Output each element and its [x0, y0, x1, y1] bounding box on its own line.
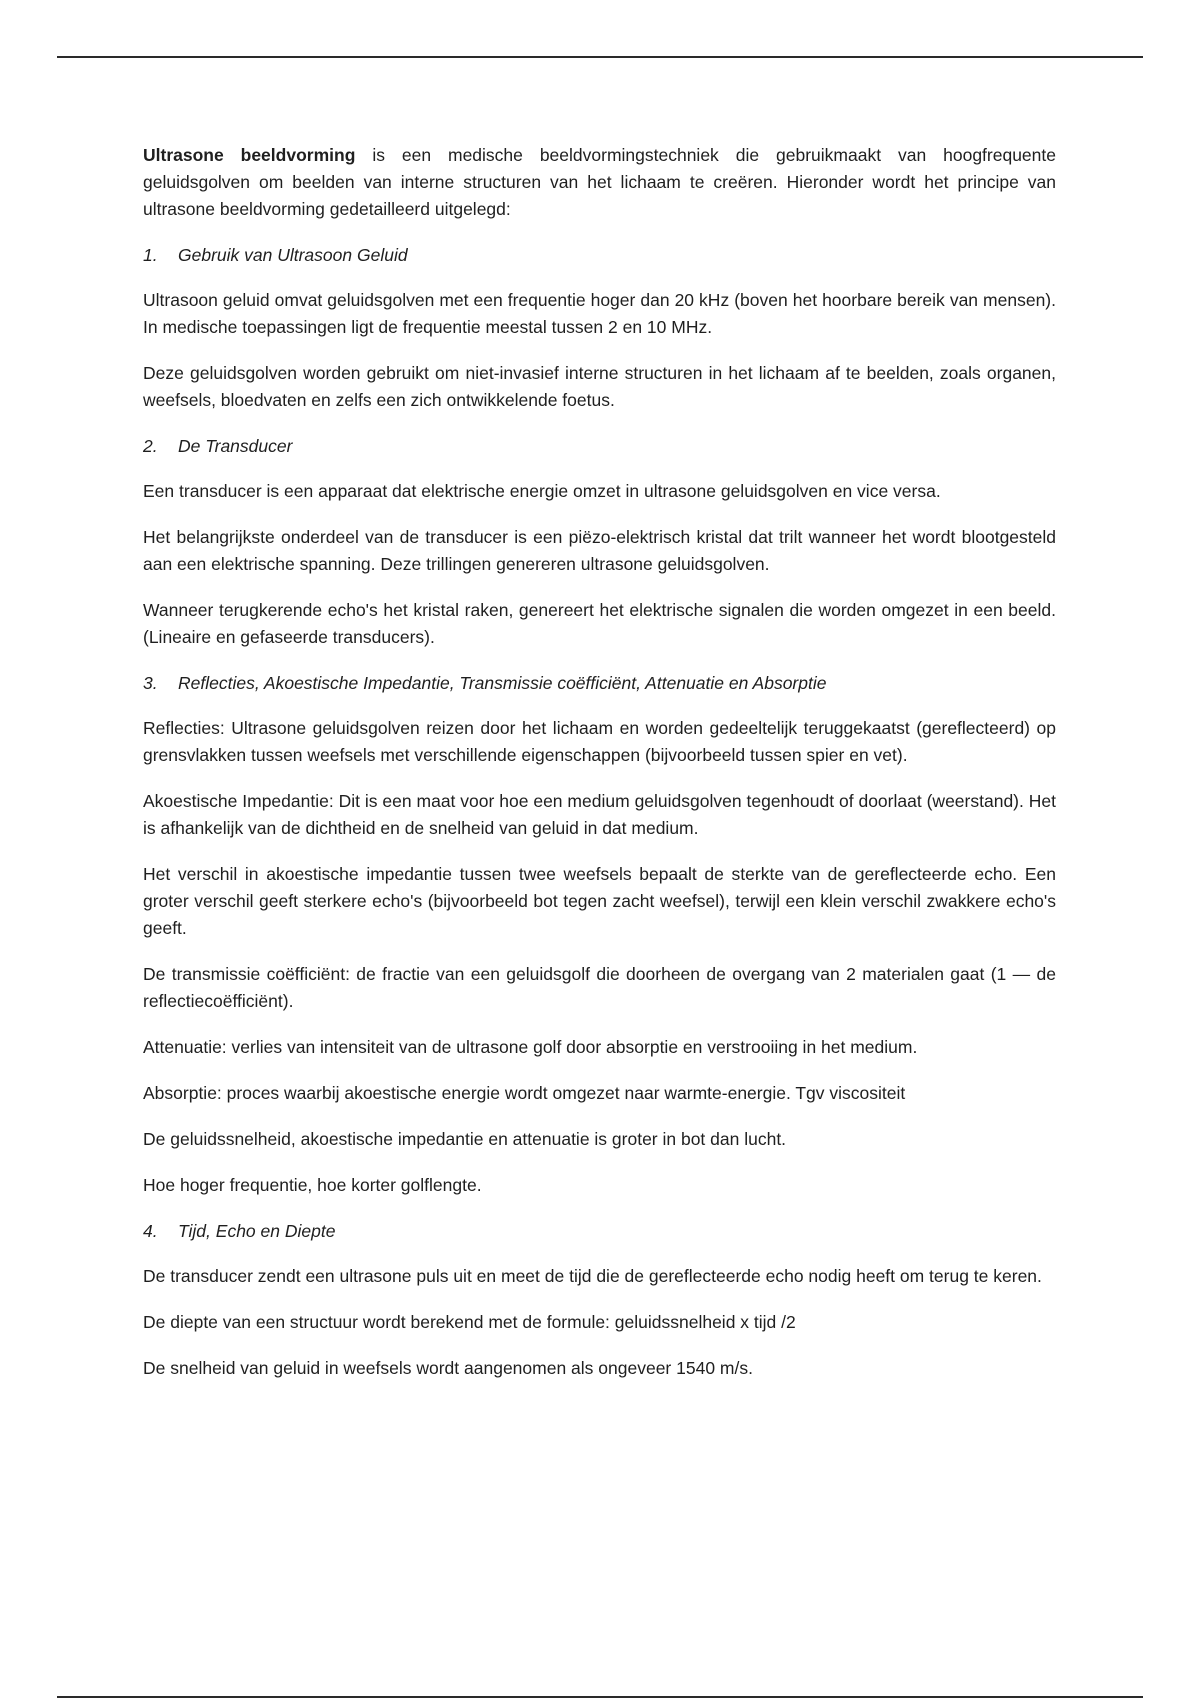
paragraph: Attenuatie: verlies van intensiteit van de ultrasone golf door absorptie en verstrooiing in het medium. — [143, 1037, 918, 1057]
document-body — [143, 142, 1056, 1401]
paragraph: Wanneer terugkerende echo's het kristal raken, genereert het elektrische signalen die worden omgezet in een beeld. (Lineaire en gefaseerde transducers). — [143, 600, 1056, 647]
paragraph: De transducer zendt een ultrasone puls uit en meet de tijd die de gereflecteerde echo nodig heeft om terug te keren. — [143, 1266, 1042, 1286]
section-number: 1. — [143, 245, 158, 265]
paragraph: Hoe hoger frequentie, hoe korter golflengte. — [143, 1175, 482, 1195]
section-heading-4 — [143, 1218, 1056, 1245]
paragraph: Ultrasoon geluid omvat geluidsgolven met een frequentie hoger dan 20 kHz (boven het hoorbare bereik van mensen). In medische toepassingen ligt de frequentie meestal tussen 2 en 10 MHz. — [143, 290, 1056, 337]
section-title: Gebruik van Ultrasoon Geluid — [178, 245, 408, 265]
section-heading-2 — [143, 433, 1056, 460]
intro-text: is een medische beeldvormingstechniek die gebruikmaakt van hoogfrequente geluidsgolven om beelden van interne structuren van het lichaam te creëren. Hieronder wordt het principe van ultrasone beeldvorming gedetailleerd uitgelegd: — [143, 145, 1056, 219]
section-title: De Transducer — [178, 436, 293, 456]
paragraph: De transmissie coëfficiënt: de fractie van een geluidsgolf die doorheen de overgang van 2 materialen gaat (1 — de reflectiecoëfficiënt). — [143, 964, 1056, 1011]
paragraph: Deze geluidsgolven worden gebruikt om niet-invasief interne structuren in het lichaam af te beelden, zoals organen, weefsels, bloedvaten en zelfs een zich ontwikkelende foetus. — [143, 363, 1056, 410]
paragraph: Absorptie: proces waarbij akoestische energie wordt omgezet naar warmte-energie. Tgv viscositeit — [143, 1083, 906, 1103]
paragraph: Reflecties: Ultrasone geluidsgolven reizen door het lichaam en worden gedeeltelijk teruggekaatst (gereflecteerd) op grensvlakken tussen weefsels met verschillende eigenschappen (bijvoorbeeld tussen spier en vet). — [143, 718, 1056, 765]
top-rule — [57, 56, 1143, 58]
paragraph: Akoestische Impedantie: Dit is een maat voor hoe een medium geluidsgolven tegenhoudt of doorlaat (weerstand). Het is afhankelijk van de dichtheid en de snelheid van geluid in dat medium. — [143, 791, 1056, 838]
section-number: 3. — [143, 673, 158, 693]
section-number: 4. — [143, 1221, 158, 1241]
section-heading-1 — [143, 242, 1056, 269]
paragraph: Het verschil in akoestische impedantie tussen twee weefsels bepaalt de sterkte van de gereflecteerde echo. Een groter verschil geeft sterkere echo's (bijvoorbeeld bot tegen zacht weefsel), terwijl een klein verschil zwakkere echo's geeft. — [143, 864, 1056, 938]
paragraph: De diepte van een structuur wordt berekend met de formule: geluidssnelheid x tijd /2 — [143, 1312, 796, 1332]
paragraph: De geluidssnelheid, akoestische impedantie en attenuatie is groter in bot dan lucht. — [143, 1129, 787, 1149]
intro-bold-term: Ultrasone beeldvorming — [143, 145, 356, 165]
section-number: 2. — [143, 436, 158, 456]
bottom-rule — [57, 1696, 1143, 1698]
paragraph: De snelheid van geluid in weefsels wordt aangenomen als ongeveer 1540 m/s. — [143, 1358, 753, 1378]
section-heading-3 — [143, 670, 1056, 697]
paragraph: Het belangrijkste onderdeel van de transducer is een piëzo-elektrisch kristal dat trilt wanneer het wordt blootgesteld aan een elektrische spanning. Deze trillingen genereren ultrasone geluidsgolven. — [143, 527, 1056, 574]
paragraph: Een transducer is een apparaat dat elektrische energie omzet in ultrasone geluidsgolven en vice versa. — [143, 481, 941, 501]
section-title: Tijd, Echo en Diepte — [178, 1221, 336, 1241]
section-title: Reflecties, Akoestische Impedantie, Transmissie coëfficiënt, Attenuatie en Absorptie — [178, 673, 827, 693]
intro-paragraph — [143, 142, 1056, 223]
